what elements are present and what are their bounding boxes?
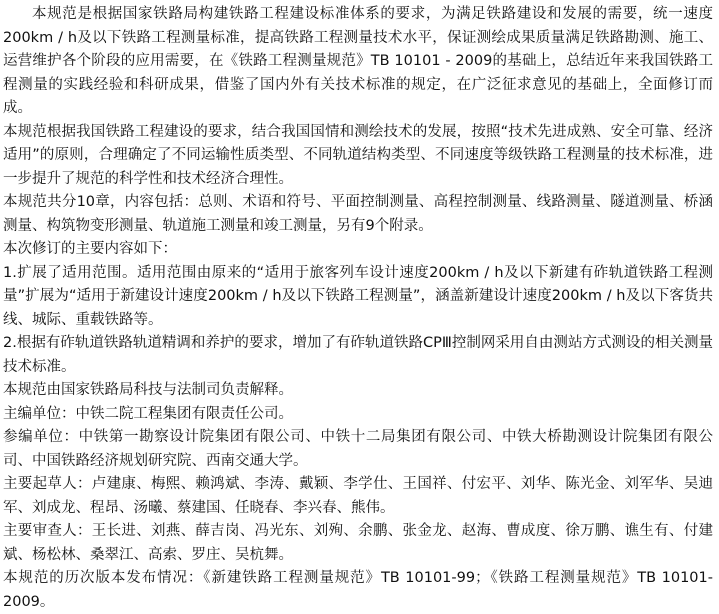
paragraph-intro: 本规范是根据国家铁路局构建铁路工程建设标准体系的要求，为满足铁路建设和发展的需要，统一速度200km / h及以下铁路工程测量标准，提高铁路工程测量技术水平，保证测绘成果质量满足铁路勘测、施工、运营维护各个阶段的应用需要，在《铁路工程测量规范》TB 10101 - 2009的基础上，总结近年来我国铁路工程测量的实践经验和科研成果，借鉴了国内外有关技术标准的规定，在广泛征求意见的基础上，全面修订而成。 — [3, 6, 713, 116]
paragraph-version-history: 本规范的历次版本发布情况：《新建铁路工程测量规范》TB 10101-99；《铁路工程测量规范》TB 10101-2009。 — [3, 570, 713, 610]
paragraph-revision-item-1: 1.扩展了适用范围。适用范围由原来的“适用于旅客列车设计速度200km / h及以下新建有砟轨道铁路工程测量”扩展为“适用于新建设计速度200km / h及以下铁路工程测量”，涵盖新建设计速度200km / h及以下客货共线、城际、重载铁路等。 — [3, 264, 713, 328]
paragraph-interpretation: 本规范由国家铁路局科技与法制司负责解释。 — [3, 382, 293, 398]
paragraph-chapters: 本规范共分10章，内容包括：总则、术语和符号、平面控制测量、高程控制测量、线路测量、隧道测量、桥涵测量、构筑物变形测量、轨道施工测量和竣工测量，另有9个附录。 — [3, 194, 713, 234]
paragraph-principles: 本规范根据我国铁路工程建设的要求，结合我国国情和测绘技术的发展，按照“技术先进成熟、安全可靠、经济适用”的原则，合理确定了不同运输性质类型、不同轨道结构类型、不同速度等级铁路工程测量的技术标准，进一步提升了规范的科学性和技术经济合理性。 — [3, 123, 713, 187]
paragraph-main-reviewers: 主要审查人：王长进、刘燕、薛吉岗、冯光东、刘殉、余鹏、张金龙、赵海、曹成度、徐万鹏、谯生有、付建斌、杨松林、桑翠江、高索、罗庄、吴杭舞。 — [3, 523, 713, 563]
paragraph-revision-item-2: 2.根据有砟轨道铁路轨道精调和养护的要求，增加了有砟轨道铁路CPⅢ控制网采用自由测站方式测设的相关测量技术标准。 — [3, 335, 713, 375]
paragraph-main-drafters: 主要起草人：卢建康、梅熙、赖鸿斌、李涛、戴颖、李学仕、王国祥、付宏平、刘华、陈光金、刘军华、吴迪军、刘成龙、程昂、汤曦、蔡建国、任晓春、李兴春、熊伟。 — [3, 476, 713, 516]
paragraph-participating-units: 参编单位：中铁第一勘察设计院集团有限公司、中铁十二局集团有限公司、中铁大桥勘测设计院集团有限公司、中国铁路经济规划研究院、西南交通大学。 — [3, 429, 713, 469]
paragraph-revision-heading: 本次修订的主要内容如下： — [3, 241, 177, 257]
paragraph-chief-editor-unit: 主编单位：中铁二院工程集团有限责任公司。 — [3, 405, 293, 422]
